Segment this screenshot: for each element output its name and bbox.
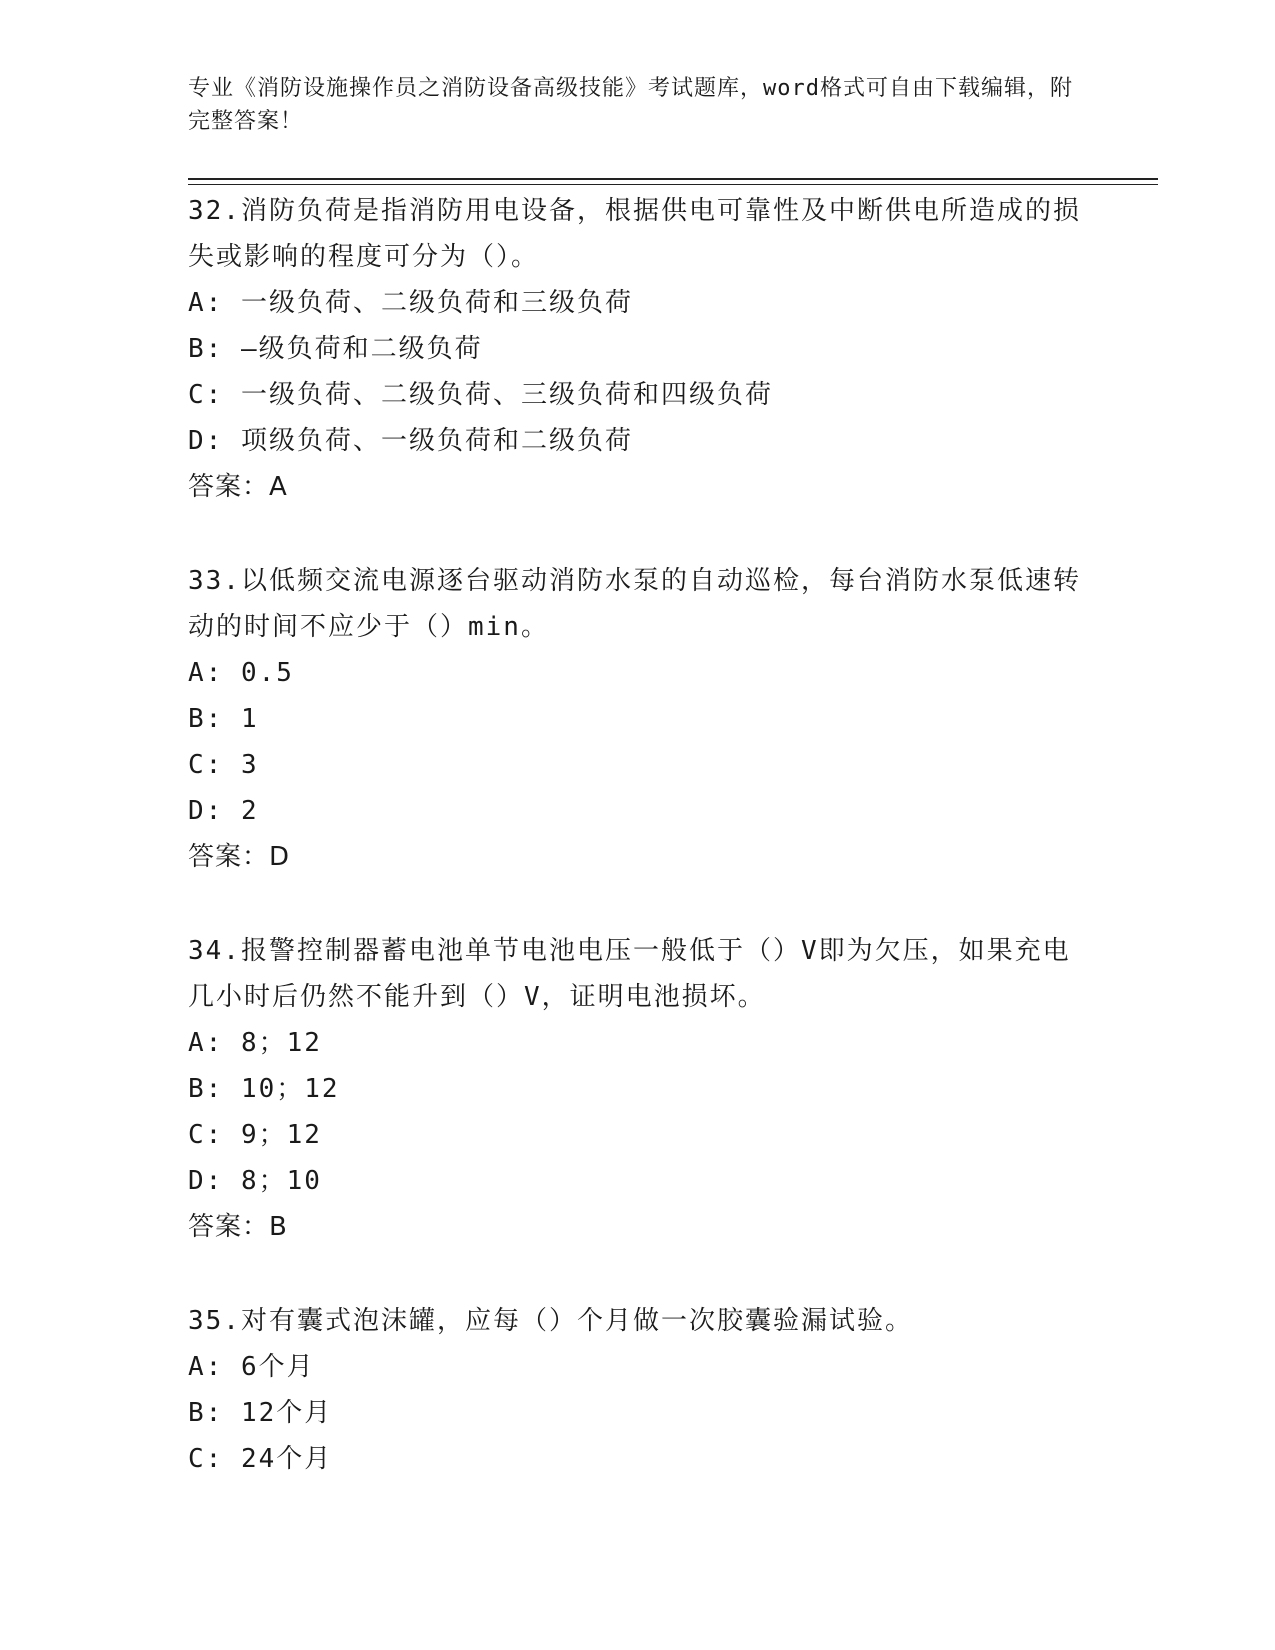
- question-stem: 33.以低频交流电源逐台驱动消防水泵的自动巡检，每台消防水泵低速转动的时间不应少于（）min。: [188, 566, 1081, 642]
- option-c: C: 9；12: [188, 1120, 322, 1150]
- header-divider-thin: [188, 184, 1158, 185]
- question-list: [188, 188, 1088, 1530]
- answer-line: 答案：D: [188, 842, 291, 872]
- option-a: A: 一级负荷、二级负荷和三级负荷: [188, 288, 633, 318]
- option-b: B: —级负荷和二级负荷: [188, 334, 483, 364]
- question-stem: 34.报警控制器蓄电池单节电池电压一般低于（）V即为欠压，如果充电几小时后仍然不能升到（）V，证明电池损坏。: [188, 936, 1071, 1012]
- question-stem: 35.对有囊式泡沫罐，应每（）个月做一次胶囊验漏试验。: [188, 1306, 913, 1336]
- question-stem: 32.消防负荷是指消防用电设备，根据供电可靠性及中断供电所造成的损失或影响的程度可分为（）。: [188, 196, 1081, 272]
- question-34: [188, 928, 1088, 1250]
- answer-line: 答案：A: [188, 472, 288, 502]
- option-a: A: 0.5: [188, 658, 294, 688]
- option-a: A: 8；12: [188, 1028, 322, 1058]
- option-b: B: 1: [188, 704, 259, 734]
- option-b: B: 12个月: [188, 1398, 333, 1428]
- question-33: [188, 558, 1088, 880]
- document-header: 专业《消防设施操作员之消防设备高级技能》考试题库，word格式可自由下载编辑，附完整答案！: [188, 76, 1073, 134]
- option-b: B: 10；12: [188, 1074, 340, 1104]
- option-c: C: 3: [188, 750, 259, 780]
- option-c: C: 一级负荷、二级负荷、三级负荷和四级负荷: [188, 380, 773, 410]
- option-d: D: 8；10: [188, 1166, 322, 1196]
- question-35: [188, 1298, 1088, 1482]
- option-d: D: 2: [188, 796, 259, 826]
- option-a: A: 6个月: [188, 1352, 315, 1382]
- question-32: [188, 188, 1088, 510]
- option-d: D: 项级负荷、一级负荷和二级负荷: [188, 426, 633, 456]
- document-page: [188, 0, 1178, 1650]
- header-divider-thick: [188, 178, 1158, 180]
- option-c: C: 24个月: [188, 1444, 333, 1474]
- answer-line: 答案：B: [188, 1212, 288, 1242]
